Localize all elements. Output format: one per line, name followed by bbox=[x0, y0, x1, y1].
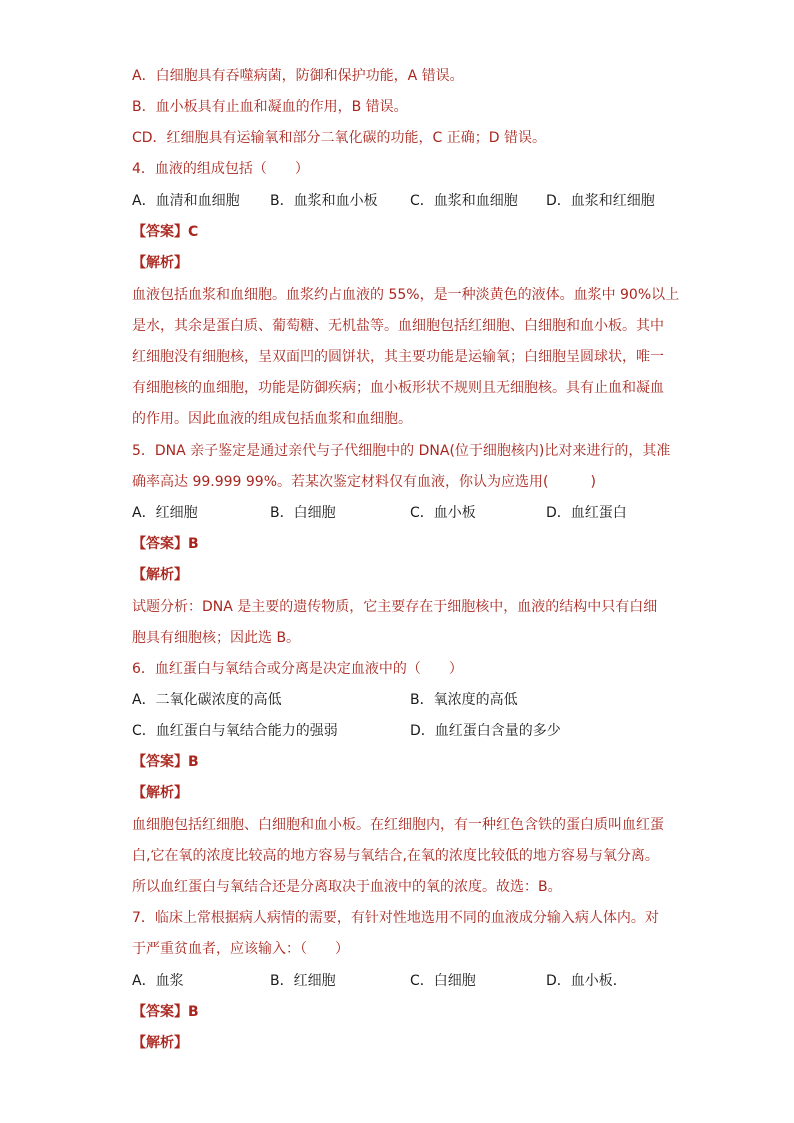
q4-option-d: D．血浆和红细胞 bbox=[546, 193, 655, 209]
q4-option-c: C．血浆和血细胞 bbox=[410, 193, 518, 209]
q7-answer: 【答案】B bbox=[132, 1004, 199, 1020]
q6-analysis-line: 血细胞包括红细胞、白细胞和血小板。在红细胞内，有一种红色含铁的蛋白质叫血红蛋 bbox=[132, 817, 664, 833]
q3-explanation-b: B．血小板具有止血和凝血的作用，B 错误。 bbox=[132, 99, 408, 115]
q6-answer: 【答案】B bbox=[132, 754, 199, 770]
q6-analysis-line: 所以血红蛋白与氧结合还是分离取决于血液中的氧的浓度。故选：B。 bbox=[132, 879, 562, 895]
q4-stem: 4．血液的组成包括（ ） bbox=[132, 161, 309, 177]
q7-option-d: D．血小板． bbox=[546, 973, 627, 989]
q4-analysis-line: 血液包括血浆和血细胞。血浆约占血液的 55%，是一种淡黄色的液体。血浆中 90%以上 bbox=[132, 287, 680, 303]
q6-option-d: D．血红蛋白含量的多少 bbox=[410, 723, 561, 739]
q6-stem: 6．血红蛋白与氧结合或分离是决定血液中的（ ） bbox=[132, 661, 463, 677]
q5-option-b: B．白细胞 bbox=[270, 505, 336, 521]
q6-analysis-label: 【解析】 bbox=[132, 785, 188, 801]
q6-option-b: B．氧浓度的高低 bbox=[410, 692, 518, 708]
q7-analysis-label: 【解析】 bbox=[132, 1035, 188, 1051]
q4-analysis-line: 是水，其余是蛋白质、葡萄糖、无机盐等。血细胞包括红细胞、白细胞和血小板。其中 bbox=[132, 318, 664, 334]
q7-option-a: A．血浆 bbox=[132, 973, 184, 989]
q5-analysis-line: 试题分析：DNA 是主要的遗传物质，它主要存在于细胞核中，血液的结构中只有白细 bbox=[132, 599, 658, 615]
q5-option-a: A．红细胞 bbox=[132, 505, 198, 521]
q5-option-c: C．血小板 bbox=[410, 505, 476, 521]
q3-explanation-a: A．白细胞具有吞噬病菌，防御和保护功能，A 错误。 bbox=[132, 68, 464, 84]
q5-analysis-label: 【解析】 bbox=[132, 567, 188, 583]
q4-answer: 【答案】C bbox=[132, 224, 199, 240]
q4-option-b: B．血浆和血小板 bbox=[270, 193, 378, 209]
q5-stem-line: 确率高达 99.999 99%。若某次鉴定材料仅有血液，你认为应选用( ) bbox=[132, 474, 596, 490]
q6-analysis-line: 白,它在氧的浓度比较高的地方容易与氧结合,在氧的浓度比较低的地方容易与氧分离。 bbox=[132, 848, 659, 864]
q5-analysis-line: 胞具有细胞核；因此选 B。 bbox=[132, 630, 301, 646]
q4-analysis-line: 的作用。因此血液的组成包括血浆和血细胞。 bbox=[132, 411, 412, 427]
q6-option-a: A．二氧化碳浓度的高低 bbox=[132, 692, 282, 708]
q7-stem-line: 7．临床上常根据病人病情的需要，有针对性地选用不同的血液成分输入病人体内。对 bbox=[132, 910, 659, 926]
q5-option-d: D．血红蛋白 bbox=[546, 505, 627, 521]
q3-explanation-cd: CD．红细胞具有运输氧和部分二氧化碳的功能，C 正确；D 错误。 bbox=[132, 130, 547, 146]
q5-stem-line: 5．DNA 亲子鉴定是通过亲代与子代细胞中的 DNA(位于细胞核内)比对来进行的，其准 bbox=[132, 443, 671, 459]
q4-analysis-line: 红细胞没有细胞核，呈双面凹的圆饼状，其主要功能是运输氧；白细胞呈圆球状，唯一 bbox=[132, 349, 664, 365]
q6-option-c: C．血红蛋白与氧结合能力的强弱 bbox=[132, 723, 338, 739]
q5-answer: 【答案】B bbox=[132, 536, 199, 552]
q4-option-a: A．血清和血细胞 bbox=[132, 193, 240, 209]
q4-analysis-label: 【解析】 bbox=[132, 255, 188, 271]
q4-analysis-line: 有细胞核的血细胞，功能是防御疾病；血小板形状不规则且无细胞核。具有止血和凝血 bbox=[132, 380, 664, 396]
q7-stem-line: 于严重贫血者，应该输入：（ ） bbox=[132, 941, 349, 957]
q7-option-c: C．白细胞 bbox=[410, 973, 476, 989]
q7-option-b: B．红细胞 bbox=[270, 973, 336, 989]
